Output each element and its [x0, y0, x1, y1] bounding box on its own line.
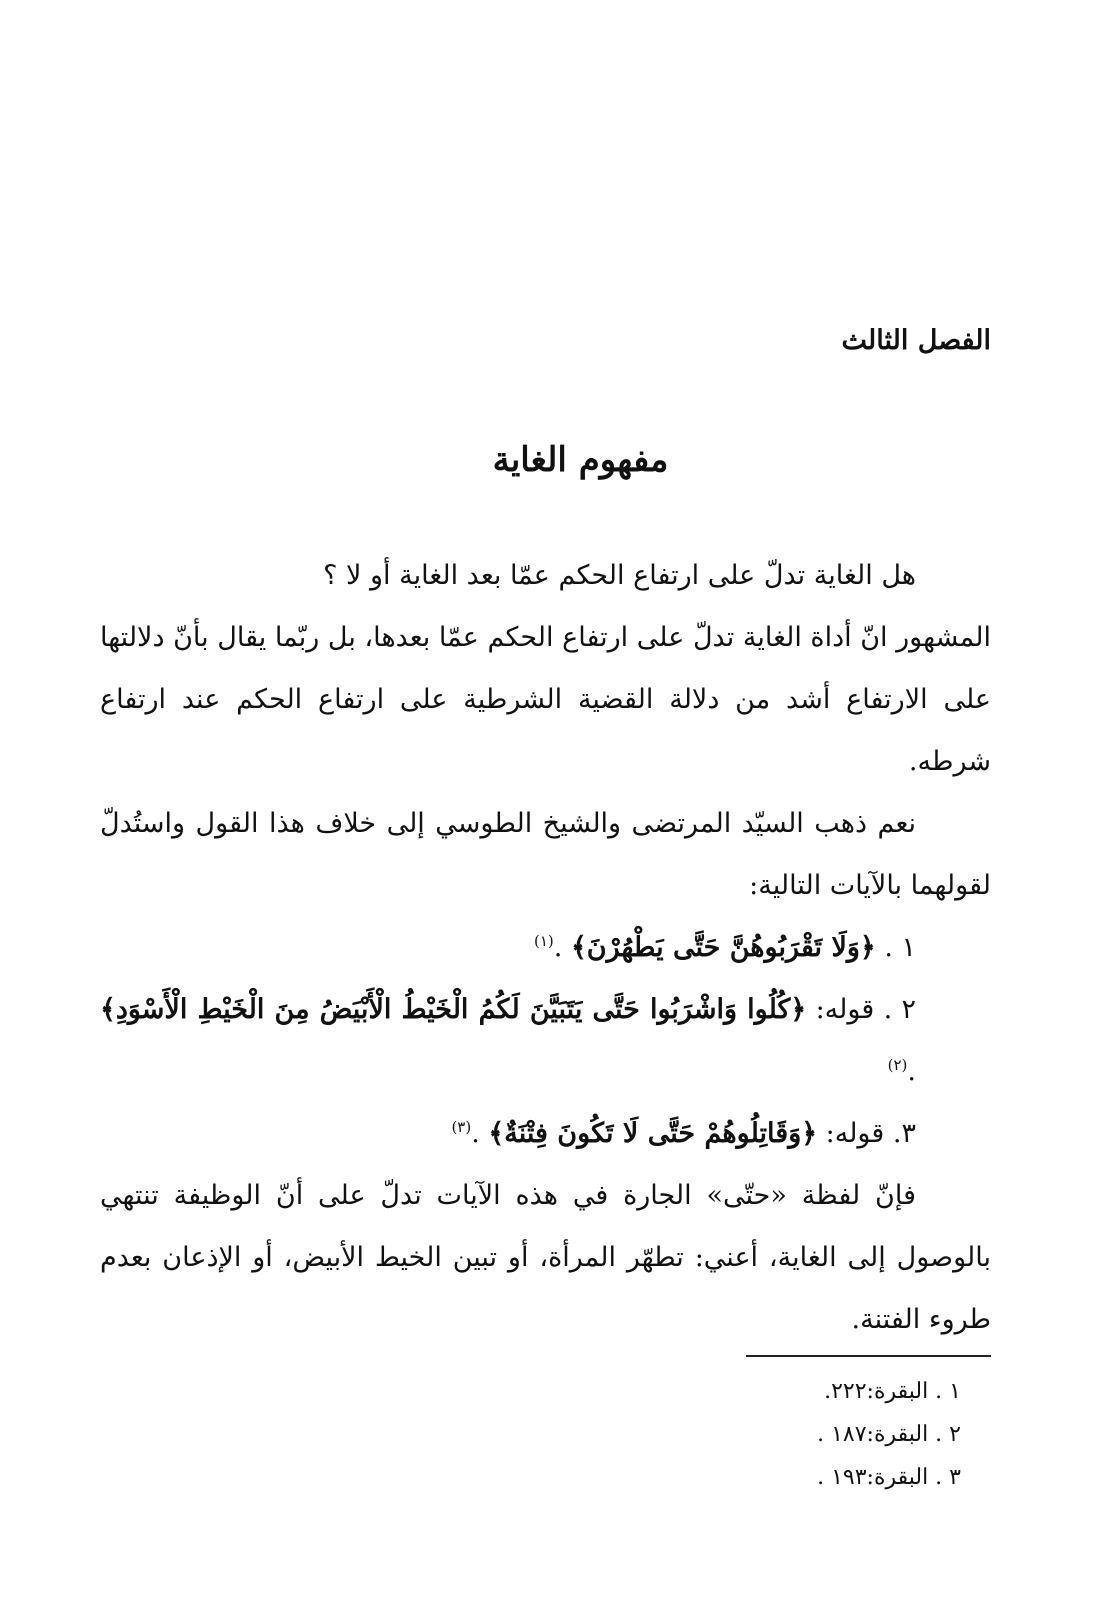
verse-item-2: ٢ . قوله: ﴿كُلُوا وَاشْرَبُوا حَتَّى يَتَبَيَّنَ لَكُمُ الْخَيْطُ الْأَبْيَضُ مِنَ الْخَيْطِ الْأَسْوَدِ﴾ .$^{(٢)}$: [100, 994, 917, 1087]
section-title: مفهوم الغاية: [492, 440, 669, 480]
footnotes-list: [817, 1370, 961, 1499]
question-paragraph: هل الغاية تدلّ على ارتفاع الحكم عمّا بعد الغاية أو لا ؟: [323, 560, 916, 591]
quran-verse: ﴿وَلَا تَقْرَبُوهُنَّ حَتَّى يَطْهُرْنَ﴾: [570, 932, 876, 963]
footnote-item: ٢ . البقرة:١٨٧ .: [817, 1422, 961, 1447]
verse-intro: قوله:: [817, 1118, 885, 1149]
footnote-item: ٣ . البقرة:١٩٣ .: [817, 1465, 961, 1490]
footnote-reference: (٢): [887, 1056, 908, 1074]
verse-number: ٢ .: [883, 994, 917, 1025]
verse-item-3: ٣. قوله: ﴿وَقَاتِلُوهُمْ حَتَّى لَا تَكُونَ فِتْنَةٌ﴾ .$^{(٣)}$: [451, 1118, 916, 1149]
verse-item-1: ١ . ﴿وَلَا تَقْرَبُوهُنَّ حَتَّى يَطْهُرْنَ﴾ .$^{(١)}$: [533, 932, 916, 963]
quran-verse: ﴿كُلُوا وَاشْرَبُوا حَتَّى يَتَبَيَّنَ لَكُمُ الْخَيْطُ الْأَبْيَضُ مِنَ الْخَيْطِ الْأَسْوَدِ﴾: [100, 994, 807, 1025]
conclusion-paragraph: فإنّ لفظة «حتّى» الجارة في هذه الآيات تدلّ على أنّ الوظيفة تنتهي بالوصول إلى الغاية، أعني: تطهّر المرأة، أو تبين الخيط الأبيض، أو الإذعان بعدم طروء الفتنة.: [100, 1180, 991, 1335]
famous-view-paragraph: المشهور انّ أداة الغاية تدلّ على ارتفاع الحكم عمّا بعدها، بل ربّما يقال بأنّ دلالتها على الارتفاع أشد من دلالة القضية الشرطية على ارتفاع الحكم عند ارتفاع شرطه.: [100, 622, 991, 777]
body-text: [100, 545, 991, 1351]
footnote-item: ١ . البقرة:٢٢٢.: [824, 1379, 961, 1404]
opposing-view-paragraph: نعم ذهب السيّد المرتضى والشيخ الطوسي إلى خلاف هذا القول واستُدلّ لقولهما بالآيات التالية:: [100, 808, 991, 901]
footnote-reference: (١): [533, 932, 554, 950]
verse-intro: قوله:: [806, 994, 875, 1025]
footnote-reference: (٣): [451, 1118, 472, 1136]
quran-verse: ﴿وَقَاتِلُوهُمْ حَتَّى لَا تَكُونَ فِتْنَةٌ﴾: [488, 1118, 818, 1149]
footnote-divider: [746, 1355, 991, 1357]
verse-number: ١ .: [884, 932, 916, 963]
verse-number: ٣.: [892, 1118, 916, 1149]
chapter-label: الفصل الثالث: [841, 325, 991, 356]
